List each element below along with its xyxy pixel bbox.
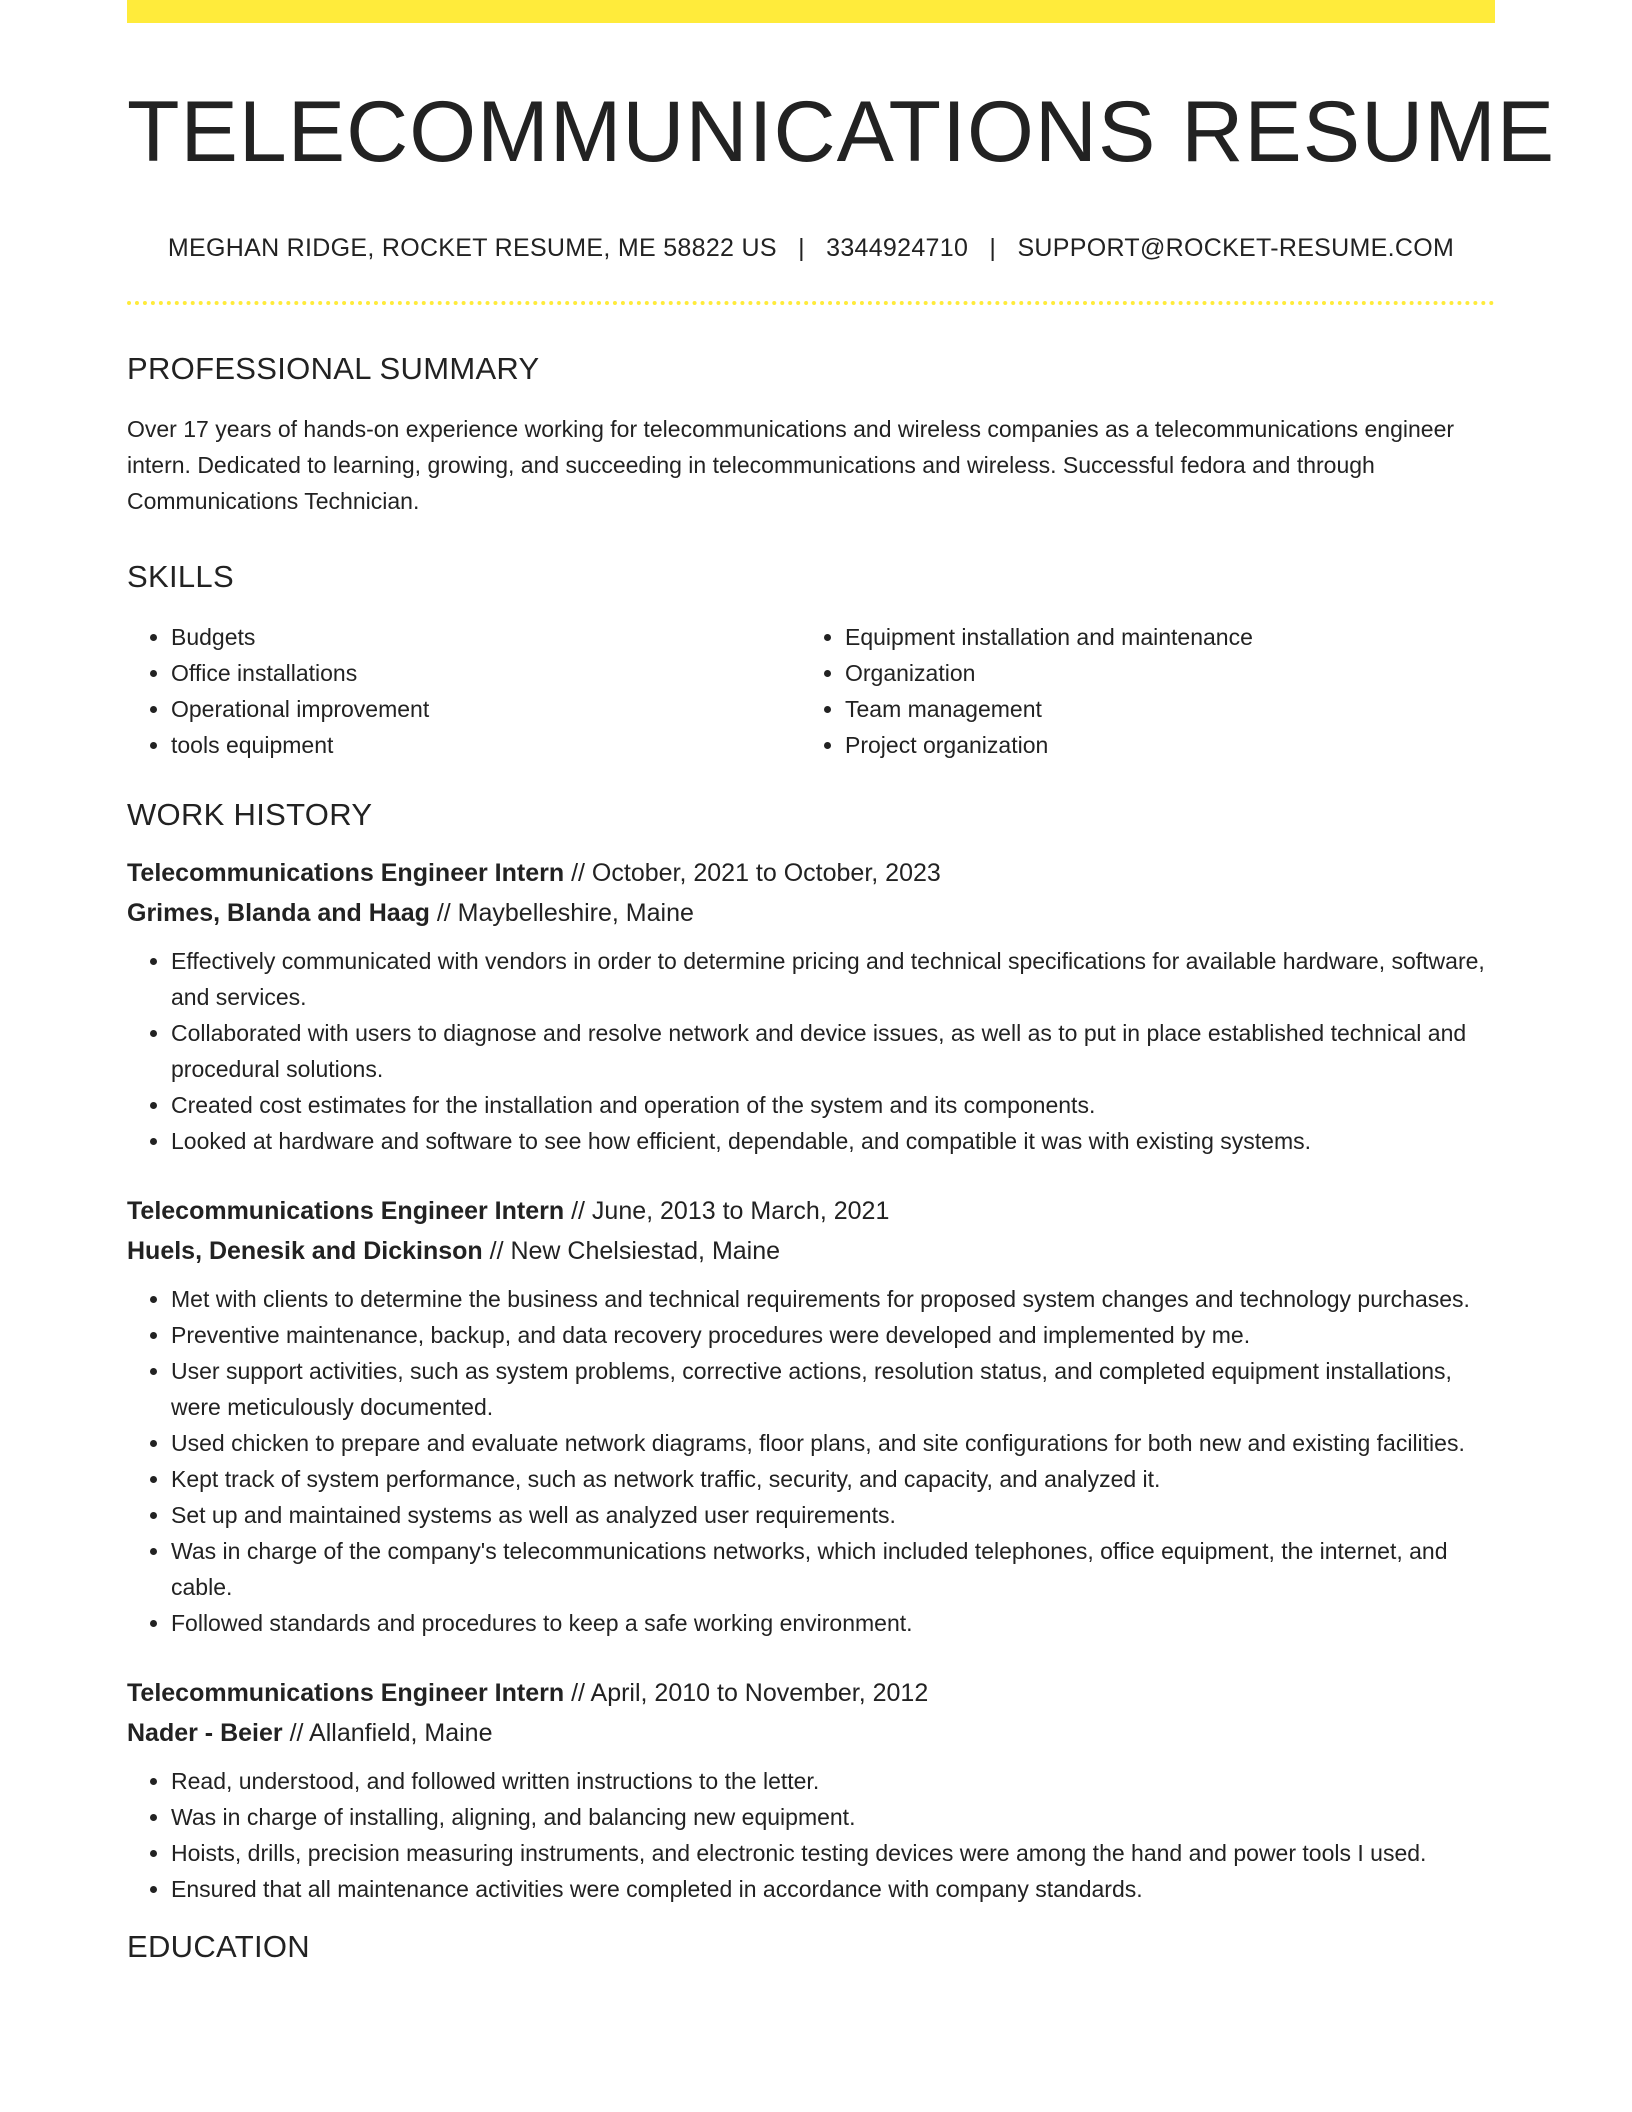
skill-item: • Organization	[845, 655, 1475, 691]
dotted-divider	[127, 301, 1495, 305]
job-company-line	[127, 893, 1495, 933]
contact-email: SUPPORT@ROCKET-RESUME.COM	[1017, 233, 1455, 262]
job-bullet: • Hoists, drills, precision measuring instruments, and electronic testing devices were among the hand and power tools I used.	[171, 1835, 1495, 1871]
job-title-line	[127, 1191, 1495, 1231]
job-role: Telecommunications Engineer Intern	[127, 858, 565, 887]
job-bullet: • Read, understood, and followed written instructions to the letter.	[171, 1763, 1495, 1799]
job-title-line	[127, 853, 1495, 893]
job-entry	[127, 1673, 1495, 1907]
contact-separator: |	[989, 233, 997, 262]
job-bullet: • Ensured that all maintenance activities were completed in accordance with company standards.	[171, 1871, 1495, 1907]
job-title-line	[127, 1673, 1495, 1713]
job-entry	[127, 1191, 1495, 1641]
job-bullet: • Kept track of system performance, such as network traffic, security, and capacity, and analyzed it.	[171, 1461, 1495, 1497]
job-bullet: • Was in charge of installing, aligning, and balancing new equipment.	[171, 1799, 1495, 1835]
job-role: Telecommunications Engineer Intern	[127, 1196, 565, 1225]
job-company: Grimes, Blanda and Haag	[127, 898, 430, 927]
job-separator: //	[482, 1236, 511, 1265]
job-bullet: • User support activities, such as system problems, corrective actions, resolution status, and completed equipment installations, were meticulously documented.	[171, 1353, 1495, 1425]
job-bullets	[127, 943, 1495, 1159]
skill-item: • Operational improvement	[171, 691, 801, 727]
contact-address: MEGHAN RIDGE, ROCKET RESUME, ME 58822 US	[167, 233, 777, 262]
job-company-line	[127, 1231, 1495, 1271]
job-dates: April, 2010 to November, 2012	[590, 1678, 929, 1707]
contact-separator: |	[798, 233, 805, 262]
job-company-line	[127, 1713, 1495, 1753]
skill-item: • tools equipment	[171, 727, 801, 763]
job-separator: //	[564, 1196, 592, 1225]
job-bullets	[127, 1763, 1495, 1907]
skill-item: • Project organization	[845, 727, 1475, 763]
contact-line	[127, 234, 1495, 263]
job-bullet: • Created cost estimates for the installation and operation of the system and its components.	[171, 1087, 1495, 1123]
skill-item: • Budgets	[171, 619, 801, 655]
job-bullet: • Effectively communicated with vendors in order to determine pricing and technical specifications for available hardware, software, and services.	[171, 943, 1495, 1015]
summary-heading: PROFESSIONAL SUMMARY	[127, 350, 540, 386]
job-location: Maybelleshire, Maine	[457, 898, 694, 927]
job-location: Allanfield, Maine	[309, 1718, 493, 1747]
job-entry	[127, 853, 1495, 1159]
job-dates: June, 2013 to March, 2021	[591, 1196, 890, 1225]
job-company: Huels, Denesik and Dickinson	[127, 1236, 483, 1265]
job-bullet: • Was in charge of the company's telecommunications networks, which included telephones, office equipment, the internet, and cable.	[171, 1533, 1495, 1605]
skills-list-right	[801, 619, 1475, 763]
contact-phone: 3344924710	[826, 233, 969, 262]
top-accent-bar	[127, 0, 1495, 23]
skills-columns	[127, 619, 1495, 763]
education-heading: EDUCATION	[127, 1928, 310, 1964]
summary-text: Over 17 years of hands-on experience working for telecommunications and wireless companies as a telecommunications engineer intern. Dedicated to learning, growing, and succeeding in telecommunications and wireless. Successful fedora and through Communications Technician.	[127, 415, 1455, 514]
resume-page	[127, 0, 1556, 1965]
job-separator: //	[429, 898, 458, 927]
job-role: Telecommunications Engineer Intern	[127, 1678, 565, 1707]
job-dates: October, 2021 to October, 2023	[591, 858, 941, 887]
job-location: New Chelsiestad, Maine	[510, 1236, 781, 1265]
skills-list-left	[127, 619, 801, 763]
job-company: Nader - Beier	[127, 1718, 283, 1747]
skill-item: • Equipment installation and maintenance	[845, 619, 1475, 655]
job-bullets	[127, 1281, 1495, 1641]
work-history-heading: WORK HISTORY	[127, 796, 373, 832]
job-bullet: • Used chicken to prepare and evaluate network diagrams, floor plans, and site configurations for both new and existing facilities.	[171, 1425, 1495, 1461]
job-bullet: • Set up and maintained systems as well as analyzed user requirements.	[171, 1497, 1495, 1533]
skill-item: • Office installations	[171, 655, 801, 691]
skills-heading: SKILLS	[127, 558, 234, 594]
job-separator: //	[564, 1678, 591, 1707]
job-bullet: • Preventive maintenance, backup, and data recovery procedures were developed and implemented by me.	[171, 1317, 1495, 1353]
job-bullet: • Looked at hardware and software to see how efficient, dependable, and compatible it was with existing systems.	[171, 1123, 1495, 1159]
job-bullet: • Met with clients to determine the business and technical requirements for proposed system changes and technology purchases.	[171, 1281, 1495, 1317]
job-bullet: • Followed standards and procedures to keep a safe working environment.	[171, 1605, 1495, 1641]
job-bullet: • Collaborated with users to diagnose and resolve network and device issues, as well as to put in place established technical and procedural solutions.	[171, 1015, 1495, 1087]
resume-title: TELECOMMUNICATIONS RESUME	[127, 84, 1556, 180]
skill-item: • Team management	[845, 691, 1475, 727]
job-separator: //	[564, 858, 592, 887]
job-separator: //	[282, 1718, 310, 1747]
